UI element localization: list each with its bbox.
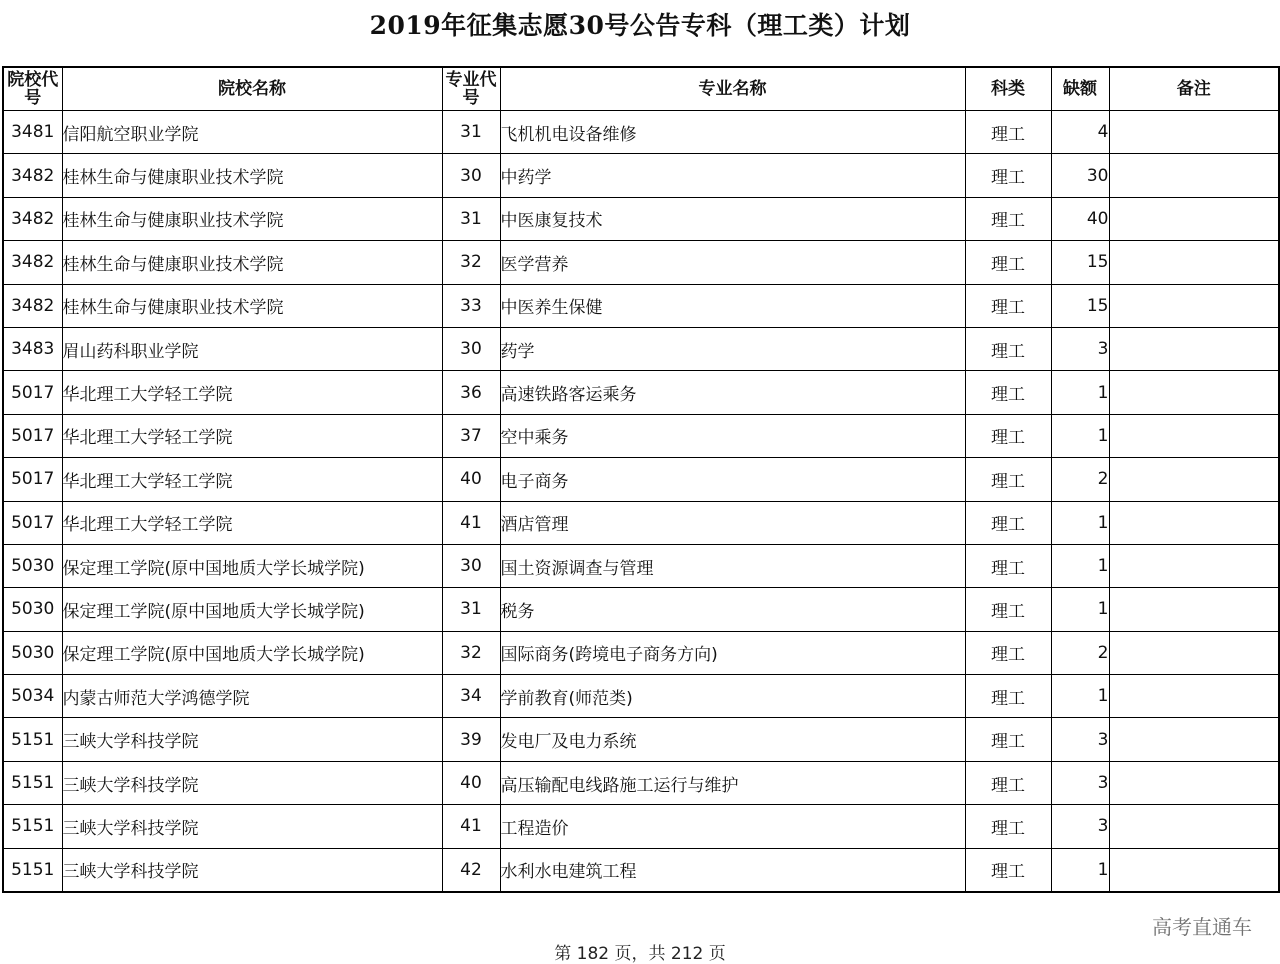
cell-school-code: 5030 [3, 588, 62, 631]
table-row [3, 241, 1279, 284]
cell-quota: 3 [1051, 761, 1109, 804]
cell-note [1109, 588, 1279, 631]
cell-school-name: 信阳航空职业学院 [62, 111, 442, 154]
cell-school-name: 桂林生命与健康职业技术学院 [62, 197, 442, 240]
cell-school-name: 桂林生命与健康职业技术学院 [62, 154, 442, 197]
table-row [3, 154, 1279, 197]
cell-quota: 15 [1051, 284, 1109, 327]
table-row [3, 675, 1279, 718]
cell-category: 理工 [965, 241, 1051, 284]
cell-major-name: 酒店管理 [500, 501, 965, 544]
cell-quota: 1 [1051, 501, 1109, 544]
cell-school-name: 桂林生命与健康职业技术学院 [62, 241, 442, 284]
cell-school-name: 三峡大学科技学院 [62, 848, 442, 892]
cell-school-code: 3482 [3, 154, 62, 197]
cell-major-name: 中医康复技术 [500, 197, 965, 240]
cell-major-name: 药学 [500, 327, 965, 370]
cell-note [1109, 631, 1279, 674]
table-header-row [3, 67, 1279, 111]
table-row [3, 848, 1279, 892]
table-row [3, 718, 1279, 761]
cell-school-code: 3483 [3, 327, 62, 370]
cell-school-name: 三峡大学科技学院 [62, 761, 442, 804]
cell-major-code: 31 [442, 588, 500, 631]
cell-school-code: 3482 [3, 241, 62, 284]
cell-quota: 15 [1051, 241, 1109, 284]
cell-note [1109, 284, 1279, 327]
header-major-name: 专业名称 [500, 67, 965, 111]
cell-major-code: 37 [442, 414, 500, 457]
table-row [3, 197, 1279, 240]
cell-note [1109, 718, 1279, 761]
table-row [3, 458, 1279, 501]
cell-quota: 1 [1051, 848, 1109, 892]
cell-major-code: 36 [442, 371, 500, 414]
plan-table [2, 66, 1280, 893]
cell-major-code: 30 [442, 327, 500, 370]
cell-category: 理工 [965, 197, 1051, 240]
header-school-code: 院校代号 [3, 67, 62, 111]
cell-major-code: 30 [442, 544, 500, 587]
cell-category: 理工 [965, 588, 1051, 631]
cell-category: 理工 [965, 154, 1051, 197]
cell-school-code: 5034 [3, 675, 62, 718]
cell-quota: 1 [1051, 544, 1109, 587]
cell-note [1109, 675, 1279, 718]
cell-note [1109, 241, 1279, 284]
cell-major-name: 医学营养 [500, 241, 965, 284]
cell-major-code: 41 [442, 501, 500, 544]
cell-note [1109, 154, 1279, 197]
cell-note [1109, 371, 1279, 414]
cell-school-code: 5017 [3, 371, 62, 414]
cell-note [1109, 458, 1279, 501]
cell-category: 理工 [965, 458, 1051, 501]
cell-note [1109, 805, 1279, 848]
table-row [3, 371, 1279, 414]
cell-major-name: 发电厂及电力系统 [500, 718, 965, 761]
table-row [3, 761, 1279, 804]
cell-category: 理工 [965, 848, 1051, 892]
cell-school-code: 5017 [3, 458, 62, 501]
cell-major-code: 32 [442, 631, 500, 674]
cell-note [1109, 111, 1279, 154]
cell-major-code: 32 [442, 241, 500, 284]
cell-school-name: 华北理工大学轻工学院 [62, 501, 442, 544]
cell-category: 理工 [965, 327, 1051, 370]
cell-quota: 1 [1051, 675, 1109, 718]
cell-major-name: 税务 [500, 588, 965, 631]
cell-school-name: 三峡大学科技学院 [62, 805, 442, 848]
cell-quota: 1 [1051, 588, 1109, 631]
cell-major-code: 31 [442, 111, 500, 154]
cell-school-code: 5030 [3, 544, 62, 587]
cell-category: 理工 [965, 631, 1051, 674]
cell-school-code: 5151 [3, 761, 62, 804]
cell-school-code: 3482 [3, 284, 62, 327]
cell-quota: 1 [1051, 371, 1109, 414]
cell-major-name: 高速铁路客运乘务 [500, 371, 965, 414]
cell-school-name: 保定理工学院(原中国地质大学长城学院) [62, 588, 442, 631]
cell-school-code: 5017 [3, 501, 62, 544]
header-note: 备注 [1109, 67, 1279, 111]
cell-school-name: 内蒙古师范大学鸿德学院 [62, 675, 442, 718]
cell-school-name: 保定理工学院(原中国地质大学长城学院) [62, 544, 442, 587]
cell-category: 理工 [965, 501, 1051, 544]
cell-school-code: 5030 [3, 631, 62, 674]
cell-category: 理工 [965, 761, 1051, 804]
header-category: 科类 [965, 67, 1051, 111]
cell-note [1109, 327, 1279, 370]
cell-quota: 2 [1051, 631, 1109, 674]
cell-school-code: 3482 [3, 197, 62, 240]
cell-major-name: 工程造价 [500, 805, 965, 848]
cell-quota: 3 [1051, 805, 1109, 848]
cell-quota: 3 [1051, 718, 1109, 761]
cell-major-name: 学前教育(师范类) [500, 675, 965, 718]
cell-category: 理工 [965, 805, 1051, 848]
cell-category: 理工 [965, 718, 1051, 761]
table-row [3, 588, 1279, 631]
cell-category: 理工 [965, 414, 1051, 457]
cell-school-code: 5151 [3, 805, 62, 848]
cell-school-code: 5017 [3, 414, 62, 457]
cell-major-name: 中药学 [500, 154, 965, 197]
cell-category: 理工 [965, 544, 1051, 587]
cell-major-code: 41 [442, 805, 500, 848]
table-row [3, 284, 1279, 327]
cell-school-name: 华北理工大学轻工学院 [62, 458, 442, 501]
cell-major-code: 42 [442, 848, 500, 892]
page-title: 2019年征集志愿30号公告专科（理工类）计划 [369, 11, 911, 40]
header-quota: 缺额 [1051, 67, 1109, 111]
table-row [3, 414, 1279, 457]
table-row [3, 805, 1279, 848]
cell-school-code: 3481 [3, 111, 62, 154]
cell-major-name: 空中乘务 [500, 414, 965, 457]
cell-major-code: 39 [442, 718, 500, 761]
cell-school-name: 华北理工大学轻工学院 [62, 414, 442, 457]
table-row [3, 501, 1279, 544]
cell-note [1109, 848, 1279, 892]
cell-note [1109, 761, 1279, 804]
cell-major-code: 31 [442, 197, 500, 240]
cell-quota: 40 [1051, 197, 1109, 240]
cell-quota: 4 [1051, 111, 1109, 154]
cell-category: 理工 [965, 284, 1051, 327]
cell-note [1109, 414, 1279, 457]
cell-note [1109, 197, 1279, 240]
cell-major-code: 40 [442, 458, 500, 501]
cell-school-code: 5151 [3, 848, 62, 892]
table-body [3, 111, 1279, 893]
cell-quota: 1 [1051, 414, 1109, 457]
cell-major-name: 飞机机电设备维修 [500, 111, 965, 154]
cell-major-name: 水利水电建筑工程 [500, 848, 965, 892]
cell-quota: 3 [1051, 327, 1109, 370]
table-row [3, 327, 1279, 370]
cell-note [1109, 544, 1279, 587]
cell-major-name: 高压输配电线路施工运行与维护 [500, 761, 965, 804]
cell-major-name: 国际商务(跨境电子商务方向) [500, 631, 965, 674]
cell-quota: 30 [1051, 154, 1109, 197]
cell-major-code: 33 [442, 284, 500, 327]
table-row [3, 631, 1279, 674]
cell-school-name: 眉山药科职业学院 [62, 327, 442, 370]
header-major-code: 专业代号 [442, 67, 500, 111]
cell-school-name: 三峡大学科技学院 [62, 718, 442, 761]
table-row [3, 111, 1279, 154]
cell-major-code: 30 [442, 154, 500, 197]
cell-category: 理工 [965, 111, 1051, 154]
cell-note [1109, 501, 1279, 544]
cell-school-name: 桂林生命与健康职业技术学院 [62, 284, 442, 327]
page-number: 第 182 页，共 212 页 [554, 944, 726, 964]
table-row [3, 544, 1279, 587]
cell-school-name: 保定理工学院(原中国地质大学长城学院) [62, 631, 442, 674]
cell-category: 理工 [965, 371, 1051, 414]
cell-school-name: 华北理工大学轻工学院 [62, 371, 442, 414]
cell-major-name: 国土资源调查与管理 [500, 544, 965, 587]
cell-major-code: 40 [442, 761, 500, 804]
cell-major-name: 中医养生保健 [500, 284, 965, 327]
cell-quota: 2 [1051, 458, 1109, 501]
cell-category: 理工 [965, 675, 1051, 718]
cell-school-code: 5151 [3, 718, 62, 761]
cell-major-code: 34 [442, 675, 500, 718]
header-school-name: 院校名称 [62, 67, 442, 111]
cell-major-name: 电子商务 [500, 458, 965, 501]
watermark: 高考直通车 [1152, 915, 1252, 939]
